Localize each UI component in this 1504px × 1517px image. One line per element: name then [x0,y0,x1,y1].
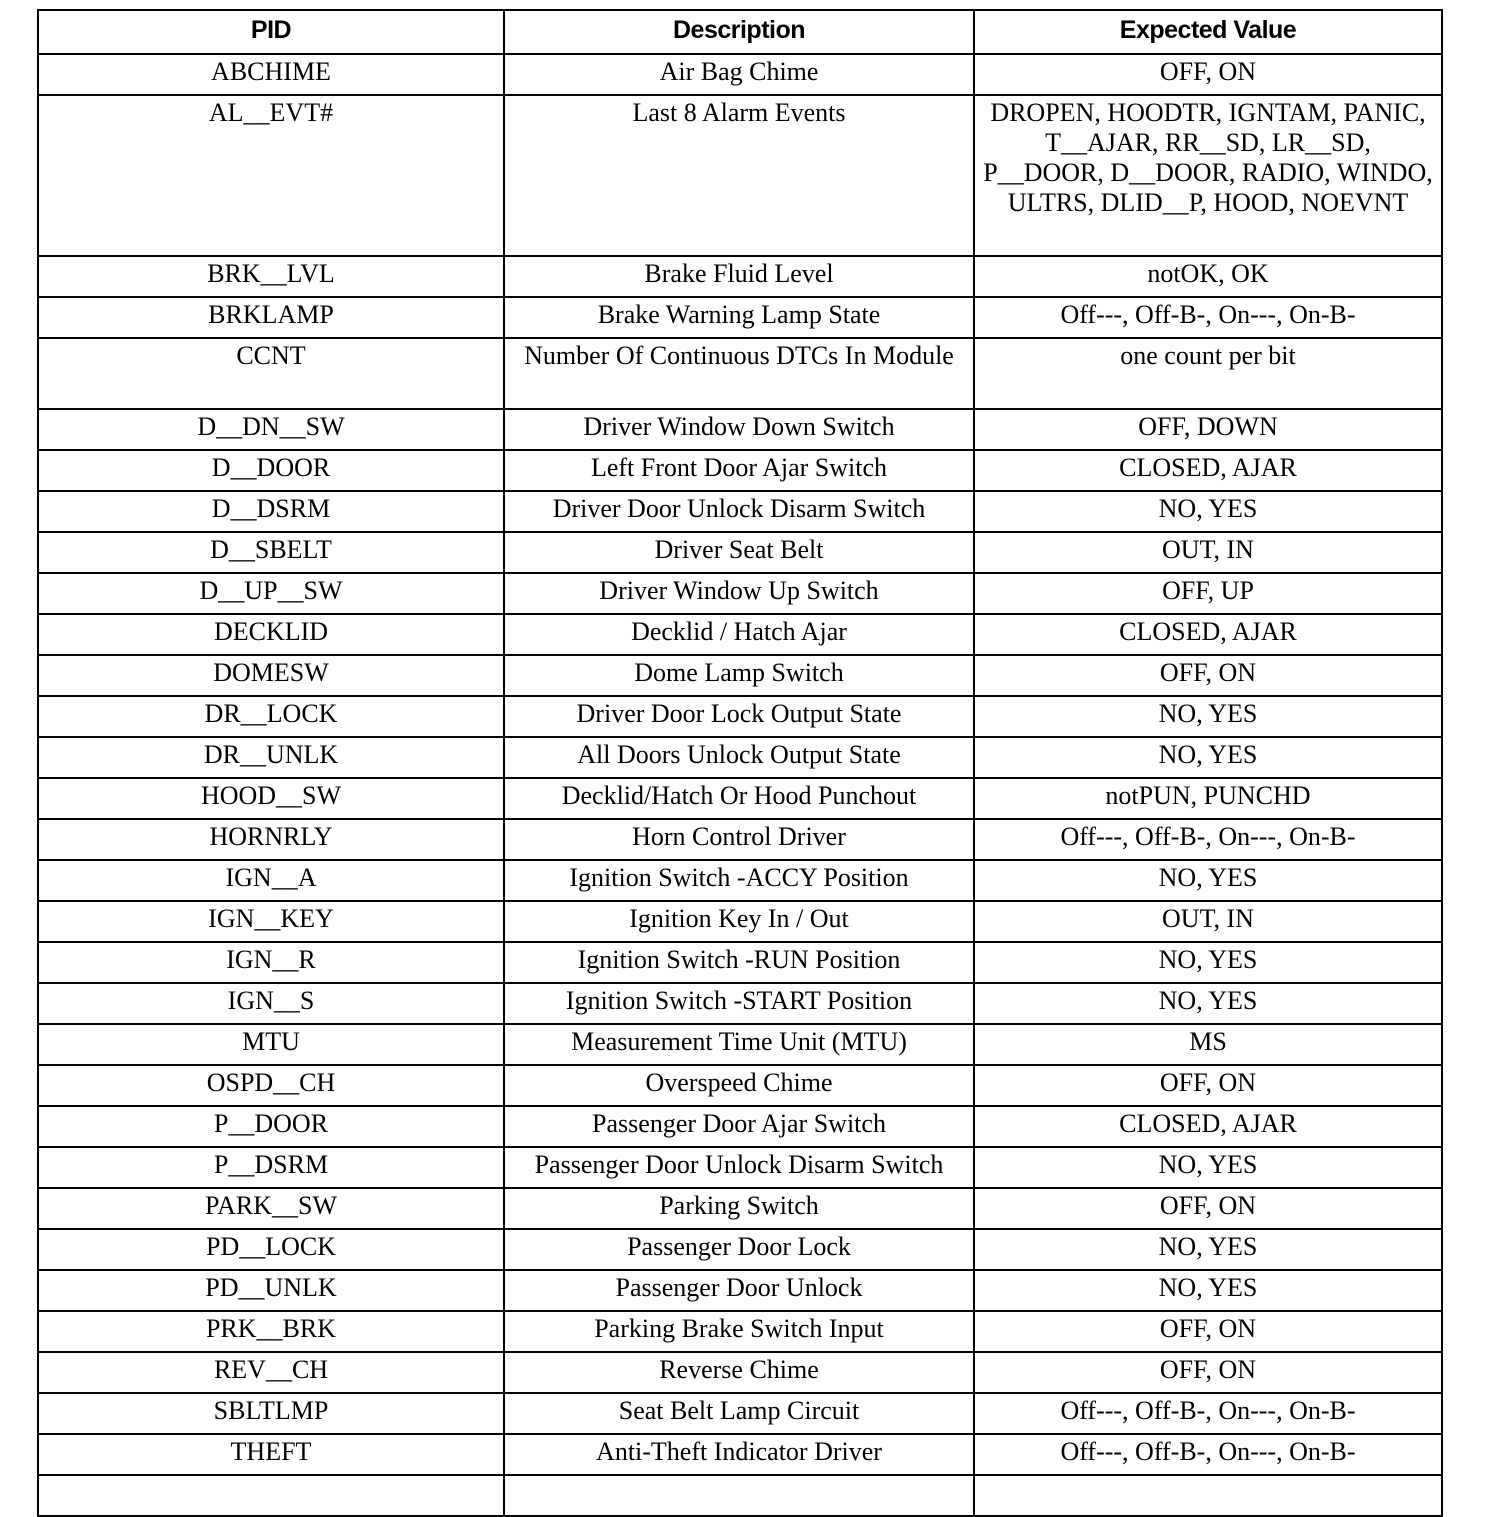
expected-value-cell: NO, YES [974,942,1442,983]
table-row [38,778,1442,819]
description-cell: Driver Seat Belt [504,532,974,573]
expected-value-cell: CLOSED, AJAR [974,614,1442,655]
pid-cell: IGN__S [38,983,504,1024]
pid-cell: ABCHIME [38,54,504,95]
table-row [38,532,1442,573]
expected-value-cell: Off---, Off-B-, On---, On-B- [974,819,1442,860]
table-row [38,1188,1442,1229]
description-cell [504,1475,974,1516]
pid-cell: BRKLAMP [38,297,504,338]
pid-cell: REV__CH [38,1352,504,1393]
table-row [38,573,1442,614]
pid-cell: PRK__BRK [38,1311,504,1352]
pid-cell: D__DSRM [38,491,504,532]
pid-cell: IGN__R [38,942,504,983]
pid-cell: BRK__LVL [38,256,504,297]
description-cell: Ignition Key In / Out [504,901,974,942]
expected-value-cell: NO, YES [974,1229,1442,1270]
description-cell: Passenger Door Unlock [504,1270,974,1311]
description-cell: Driver Door Unlock Disarm Switch [504,491,974,532]
expected-value-cell: NO, YES [974,1270,1442,1311]
pid-cell: IGN__A [38,860,504,901]
description-cell: Driver Window Down Switch [504,409,974,450]
pid-cell: OSPD__CH [38,1065,504,1106]
pid-cell: PD__UNLK [38,1270,504,1311]
table-row [38,1311,1442,1352]
table-row [38,860,1442,901]
expected-value-cell: OFF, ON [974,655,1442,696]
pid-cell: HOOD__SW [38,778,504,819]
description-cell: Brake Warning Lamp State [504,297,974,338]
table-row [38,409,1442,450]
expected-value-cell: OFF, ON [974,1311,1442,1352]
table-row [38,1065,1442,1106]
expected-value-cell: CLOSED, AJAR [974,1106,1442,1147]
table-row [38,942,1442,983]
table-row [38,491,1442,532]
expected-value-cell: NO, YES [974,491,1442,532]
description-cell: Horn Control Driver [504,819,974,860]
description-cell: Passenger Door Ajar Switch [504,1106,974,1147]
expected-value-cell [974,1475,1442,1516]
expected-value-cell: notOK, OK [974,256,1442,297]
expected-value-cell: NO, YES [974,860,1442,901]
pid-cell: PARK__SW [38,1188,504,1229]
pid-cell: P__DOOR [38,1106,504,1147]
expected-value-cell: NO, YES [974,1147,1442,1188]
table-row [38,256,1442,297]
description-cell: Overspeed Chime [504,1065,974,1106]
pid-cell: D__UP__SW [38,573,504,614]
pid-cell: SBLTLMP [38,1393,504,1434]
table-row [38,54,1442,95]
pid-cell: PD__LOCK [38,1229,504,1270]
pid-cell: HORNRLY [38,819,504,860]
table-row [38,983,1442,1024]
description-cell: Driver Door Lock Output State [504,696,974,737]
table-row [38,1434,1442,1475]
table-row [38,901,1442,942]
description-cell: Parking Brake Switch Input [504,1311,974,1352]
pid-cell: DR__LOCK [38,696,504,737]
pid-cell: THEFT [38,1434,504,1475]
expected-value-cell: MS [974,1024,1442,1065]
table-row [38,450,1442,491]
table-row [38,614,1442,655]
expected-value-cell: OFF, UP [974,573,1442,614]
table-row [38,737,1442,778]
description-cell: Air Bag Chime [504,54,974,95]
pid-cell: D__DN__SW [38,409,504,450]
table-row [38,655,1442,696]
pid-cell: P__DSRM [38,1147,504,1188]
expected-value-cell: Off---, Off-B-, On---, On-B- [974,297,1442,338]
description-cell: Parking Switch [504,1188,974,1229]
header-pid: PID [38,10,504,54]
table-row [38,1106,1442,1147]
header-expected-value: Expected Value [974,10,1442,54]
pid-cell: CCNT [38,338,504,409]
expected-value-cell: OUT, IN [974,901,1442,942]
pid-cell [38,1475,504,1516]
table-row [38,1229,1442,1270]
description-cell: Anti-Theft Indicator Driver [504,1434,974,1475]
header-row [38,10,1442,54]
description-cell: Decklid / Hatch Ajar [504,614,974,655]
table-row [38,1024,1442,1065]
description-cell: Ignition Switch -ACCY Position [504,860,974,901]
table-row [38,297,1442,338]
expected-value-cell: CLOSED, AJAR [974,450,1442,491]
table-row [38,1147,1442,1188]
description-cell: Reverse Chime [504,1352,974,1393]
description-cell: Last 8 Alarm Events [504,95,974,256]
pid-cell: DOMESW [38,655,504,696]
pid-cell: AL__EVT# [38,95,504,256]
expected-value-cell: Off---, Off-B-, On---, On-B- [974,1393,1442,1434]
pid-cell: D__SBELT [38,532,504,573]
table-row [38,1393,1442,1434]
expected-value-cell: OFF, DOWN [974,409,1442,450]
description-cell: Seat Belt Lamp Circuit [504,1393,974,1434]
expected-value-cell: NO, YES [974,696,1442,737]
table-row [38,338,1442,409]
table-row [38,1475,1442,1516]
description-cell: Dome Lamp Switch [504,655,974,696]
description-cell: Measurement Time Unit (MTU) [504,1024,974,1065]
expected-value-cell: OFF, ON [974,54,1442,95]
table-row [38,1270,1442,1311]
table-row [38,95,1442,256]
pid-cell: DR__UNLK [38,737,504,778]
expected-value-cell: NO, YES [974,983,1442,1024]
description-cell: Ignition Switch -RUN Position [504,942,974,983]
description-cell: Decklid/Hatch Or Hood Punchout [504,778,974,819]
pid-cell: MTU [38,1024,504,1065]
expected-value-cell: OFF, ON [974,1188,1442,1229]
description-cell: Left Front Door Ajar Switch [504,450,974,491]
header-description: Description [504,10,974,54]
expected-value-cell: OFF, ON [974,1065,1442,1106]
expected-value-cell: notPUN, PUNCHD [974,778,1442,819]
description-cell: Number Of Continuous DTCs In Module [504,338,974,409]
expected-value-cell: NO, YES [974,737,1442,778]
pid-cell: DECKLID [38,614,504,655]
pid-cell: D__DOOR [38,450,504,491]
table-row [38,819,1442,860]
description-cell: All Doors Unlock Output State [504,737,974,778]
pid-table [37,9,1443,1517]
description-cell: Driver Window Up Switch [504,573,974,614]
expected-value-cell: OFF, ON [974,1352,1442,1393]
table-row [38,696,1442,737]
description-cell: Brake Fluid Level [504,256,974,297]
expected-value-cell: OUT, IN [974,532,1442,573]
expected-value-cell: Off---, Off-B-, On---, On-B- [974,1434,1442,1475]
table-row [38,1352,1442,1393]
description-cell: Passenger Door Lock [504,1229,974,1270]
pid-cell: IGN__KEY [38,901,504,942]
expected-value-cell: one count per bit [974,338,1442,409]
expected-value-cell: DROPEN, HOODTR, IGNTAM, PANIC, T__AJAR, RR__SD, LR__SD, P__DOOR, D__DOOR, RADIO, WINDO, ULTRS, DLID__P, HOOD, NOEVNT [974,95,1442,256]
description-cell: Passenger Door Unlock Disarm Switch [504,1147,974,1188]
description-cell: Ignition Switch -START Position [504,983,974,1024]
